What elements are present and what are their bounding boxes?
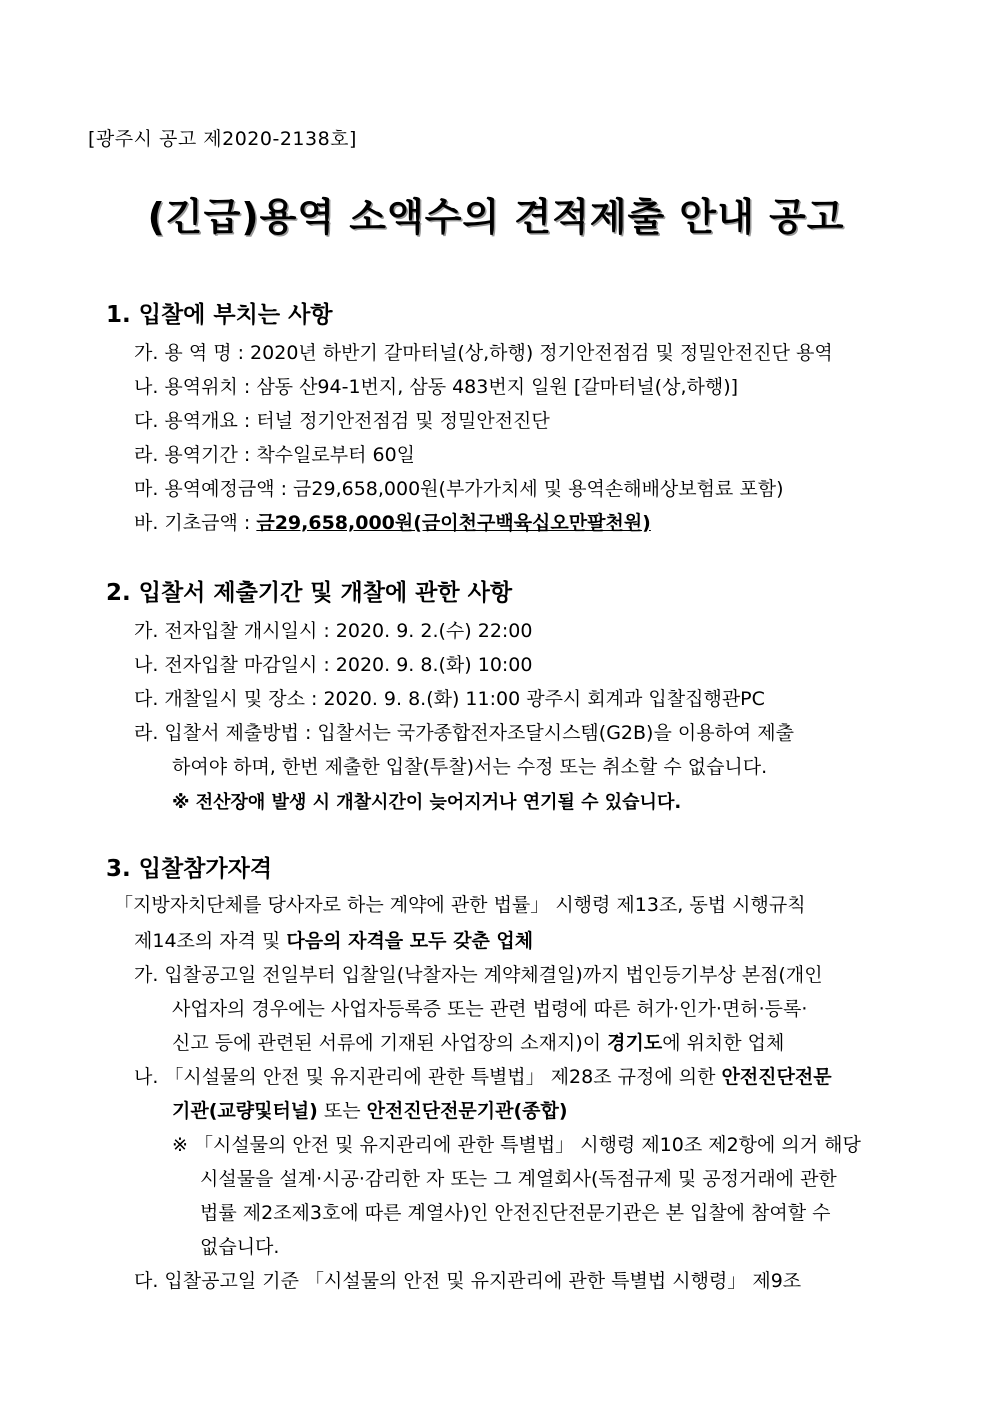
s3-note-line3: 법률 제2조제3호에 따른 계열사)인 안전진단전문기관은 본 입찰에 참여할 수 [200, 1202, 831, 1224]
s1-item-ra: 라. 용역기간 : 착수일로부터 60일 [134, 444, 416, 466]
section-2-heading: 2. 입찰서 제출기간 및 개찰에 관한 사항 [106, 580, 513, 606]
s2-item-na: 나. 전자입찰 마감일시 : 2020. 9. 8.(화) 10:00 [134, 654, 533, 676]
s3-item-ga-line3 [172, 1028, 784, 1055]
s3-note-line4: 없습니다. [200, 1236, 280, 1258]
s3-item-da: 다. 입찰공고일 기준 「시설물의 안전 및 유지관리에 관한 특별법 시행령」 제9조 [134, 1270, 802, 1292]
s3-intro-text: 제14조의 자격 및 [134, 930, 287, 952]
notice-reference: [광주시 공고 제2020-2138호] [88, 128, 357, 150]
s1-item-ma: 마. 용역예정금액 : 금29,658,000원(부가가치세 및 용역손해배상보험료 포함) [134, 478, 784, 500]
s3-na-emphasis: 안전진단전문 [721, 1066, 832, 1088]
s3-item-na-line2 [172, 1096, 568, 1123]
s3-item-na-line1 [134, 1062, 832, 1089]
s2-item-ga: 가. 전자입찰 개시일시 : 2020. 9. 2.(수) 22:00 [134, 620, 533, 642]
s2-note: ※ 전산장애 발생 시 개찰시간이 늦어지거나 연기될 수 있습니다. [172, 792, 682, 813]
s3-na-text: 나. 「시설물의 안전 및 유지관리에 관한 특별법」 제28조 규정에 의한 [134, 1066, 722, 1088]
s3-na-or: 또는 [317, 1100, 367, 1122]
s1-item-na: 나. 용역위치 : 삼동 산94-1번지, 삼동 483번지 일원 [갈마터널(상,하행)] [134, 376, 739, 398]
s1-item-ba [134, 508, 651, 535]
s3-ga-region: 경기도 [607, 1032, 663, 1054]
s3-intro-emphasis: 다음의 자격을 모두 갖춘 업체 [286, 930, 534, 952]
s2-item-da: 다. 개찰일시 및 장소 : 2020. 9. 8.(화) 11:00 광주시 회계과 입찰집행관PC [134, 688, 765, 710]
s3-na-inst2: 안전진단전문기관(종합) [366, 1100, 568, 1122]
s3-item-ga-line2: 사업자의 경우에는 사업자등록증 또는 관련 법령에 따른 허가·인가·면허·등록· [172, 998, 808, 1020]
s3-intro-line2 [134, 926, 533, 953]
s3-na-inst1: 기관(교량및터널) [172, 1100, 318, 1122]
s3-intro-line1: 「지방자치단체를 당사자로 하는 계약에 관한 법률」 시행령 제13조, 동법 시행규칙 [114, 894, 806, 916]
s3-ga-text: 신고 등에 관련된 서류에 기재된 사업장의 소재지)이 [172, 1032, 608, 1054]
base-amount-value: 금29,658,000원(금이천구백육십오만팔천원) [256, 512, 651, 534]
s3-note-line2: 시설물을 설계·시공·감리한 자 또는 그 계열회사(독점규제 및 공정거래에 관한 [200, 1168, 837, 1190]
s3-ga-tail: 에 위치한 업체 [662, 1032, 785, 1054]
s3-item-ga-line1: 가. 입찰공고일 전일부터 입찰일(낙찰자는 계약체결일)까지 법인등기부상 본점(개인 [134, 964, 823, 986]
page-title: (긴급)용역 소액수의 견적제출 안내 공고 [147, 195, 845, 239]
s3-note-line1: ※ 「시설물의 안전 및 유지관리에 관한 특별법」 시행령 제10조 제2항에 의거 해당 [172, 1134, 861, 1156]
section-1-heading: 1. 입찰에 부치는 사항 [106, 302, 333, 328]
base-amount-label: 바. 기초금액 : [134, 512, 257, 534]
section-3-heading: 3. 입찰참가자격 [106, 856, 273, 882]
s2-item-ra-line1: 라. 입찰서 제출방법 : 입찰서는 국가종합전자조달시스템(G2B)을 이용하여 제출 [134, 722, 795, 744]
s2-item-ra-line2: 하여야 하며, 한번 제출한 입찰(투찰)서는 수정 또는 취소할 수 없습니다. [172, 756, 768, 778]
s1-item-ga: 가. 용 역 명 : 2020년 하반기 갈마터널(상,하행) 정기안전점검 및 정밀안전진단 용역 [134, 342, 833, 364]
s1-item-da: 다. 용역개요 : 터널 정기안전점검 및 정밀안전진단 [134, 410, 550, 432]
